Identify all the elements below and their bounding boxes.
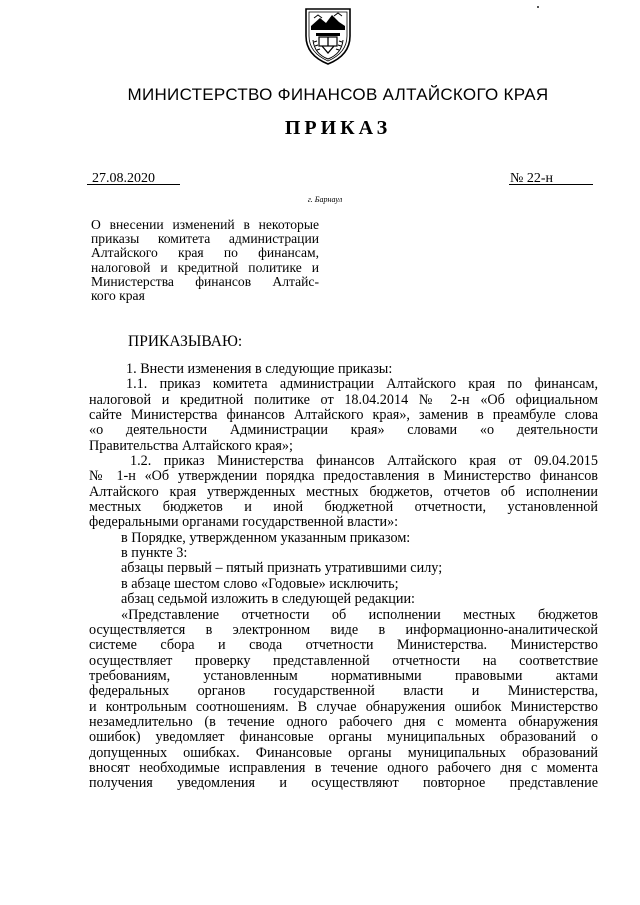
body-line: в абзаце шестом слово «Годовые» исключить; [121, 575, 399, 592]
body-line: Алтайского края утвержденных местных бюджетов, отчетов об исполнении [89, 483, 598, 500]
body-line: получения уведомления и осуществляют повторное представление [89, 775, 598, 792]
coat-of-arms-icon [302, 6, 354, 66]
body-line: сайте Министерства финансов Алтайского края», заменив в преамбуле слова [89, 407, 598, 424]
city: г. Барнаул [307, 195, 343, 204]
order-body [89, 362, 598, 792]
subject-block [91, 218, 319, 303]
body-line: осуществляет проверку представленной отчетности на соответствие [89, 652, 598, 669]
subject-line: приказы комитета администрации [91, 231, 319, 247]
subject-line: Министерства финансов Алтайс- [91, 273, 319, 289]
subject-line: налоговой и кредитной политике и [91, 259, 319, 275]
body-line: допущенных ошибках. Финансовые органы муниципальных образований [89, 744, 598, 761]
body-line: 1. Внести изменения в следующие приказы: [126, 361, 393, 377]
subject-line: Алтайского края по финансам, [91, 245, 319, 261]
body-line: незамедлительно (в течение одного рабочего дня с момента обнаружения [89, 713, 598, 730]
body-line: вносят необходимые исправления в течение одного рабочего дня с момента [89, 759, 598, 776]
body-line: 1.2. приказ Министерства финансов Алтайского края от 09.04.2015 [130, 453, 598, 470]
body-line: 1.1. приказ комитета администрации Алтайского края по финансам, [126, 376, 598, 393]
body-line: местных бюджетов и иной бюджетной отчетности, установленной [89, 499, 598, 516]
doc-type-title: ПРИКАЗ [284, 117, 392, 139]
ministry-name: МИНИСТЕРСТВО ФИНАНСОВ АЛТАЙСКОГО КРАЯ [127, 85, 549, 104]
body-line: осуществляется в электронном виде в информационно-аналитической [89, 621, 598, 638]
scan-speck [537, 6, 539, 8]
order-word: ПРИКАЗЫВАЮ: [128, 333, 243, 350]
body-line: системе сбора и свода отчетности Министерства. Министерство [89, 637, 598, 654]
body-line: федеральными органами государственной власти»: [89, 514, 399, 531]
body-line: требованиям, установленным нормативными правовыми актами [89, 667, 598, 684]
body-line: «о деятельности Администрации края» словами «о деятельности [89, 422, 598, 439]
date-underline [87, 184, 180, 185]
subject-line: кого края [91, 288, 145, 304]
body-line: Правительства Алтайского края»; [89, 437, 293, 454]
doc-number: № 22-н [510, 171, 554, 186]
subject-line: О внесении изменений в некоторые [91, 217, 319, 232]
body-line: в пункте 3: [121, 545, 188, 562]
body-line: абзацы первый – пятый признать утратившими силу; [121, 560, 443, 577]
body-line: ошибок) уведомляет финансовые органы муниципальных образований о [89, 729, 598, 746]
body-line: «Представление отчетности об исполнении местных бюджетов [121, 606, 598, 623]
body-line: налоговой и кредитной политике от 18.04.2014 № 2-н «Об официальном [89, 391, 598, 408]
number-underline [509, 184, 593, 185]
body-line: абзац седьмой изложить в следующей редакции: [121, 591, 416, 608]
body-line: № 1-н «Об утверждении порядка предоставления в Министерство финансов [89, 468, 598, 485]
body-line: федеральных органов государственной власти и Министерства, [89, 683, 598, 700]
body-line: и контрольным соотношениям. В случае обнаружения ошибок Министерство [89, 698, 598, 715]
doc-date: 27.08.2020 [92, 171, 155, 186]
body-line: в Порядке, утвержденном указанным приказом: [121, 529, 411, 546]
